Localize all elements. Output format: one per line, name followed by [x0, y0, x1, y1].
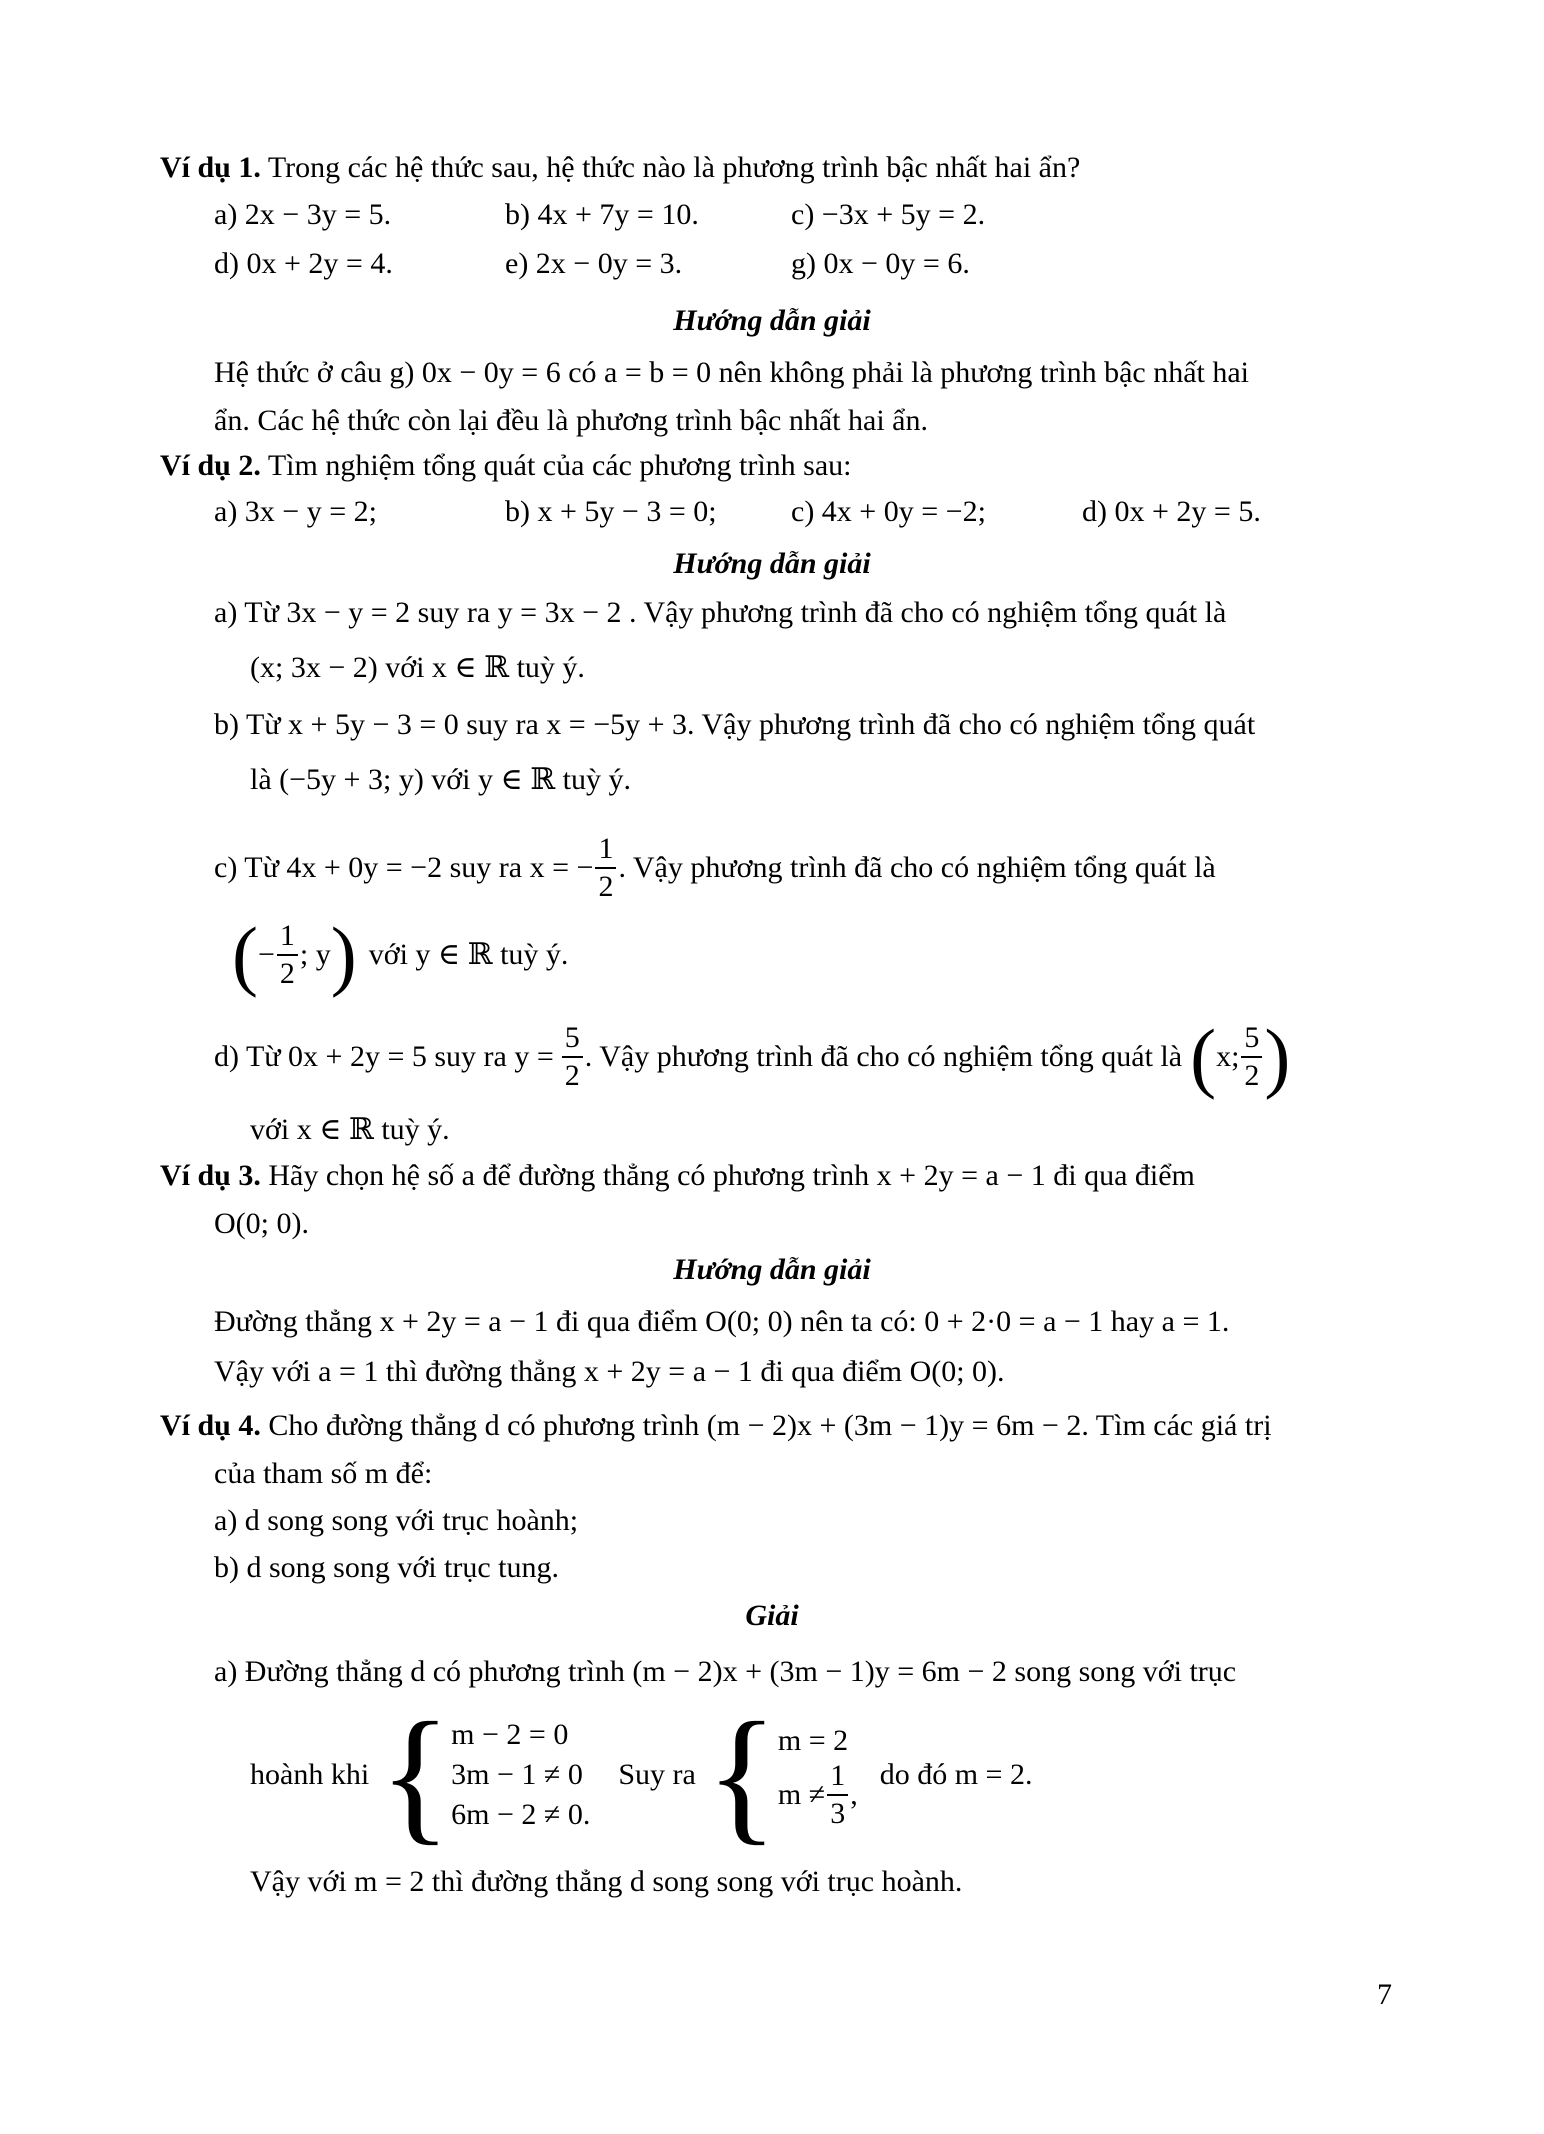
- ex2-c-text2: . Vậy phương trình đã cho có nghiệm tổng quát là: [618, 851, 1216, 884]
- page-number: 7: [1377, 1978, 1392, 2011]
- ex4-question-b: b) d song song với trục tung.: [214, 1551, 560, 1584]
- ex4-question-line2: của tham số m để:: [214, 1457, 433, 1490]
- ex2-d-text2: . Vậy phương trình đã cho có nghiệm tổng quát là: [584, 1040, 1183, 1073]
- ex4-solution-line1: a) Đường thẳng d có phương trình (m − 2)x + (3m − 1)y = 6m − 2 song song với trục: [214, 1655, 1237, 1688]
- ex1-option-g: g) 0x − 0y = 6.: [791, 247, 970, 280]
- ex2-d-frac-num: 5: [562, 1023, 583, 1058]
- ex4-system2-eq1: m = 2: [777, 1724, 849, 1757]
- ex2-option-c: c) 4x + 0y = −2;: [791, 495, 986, 528]
- ex2-label: Ví dụ 2.: [160, 449, 261, 482]
- ex2-question: Tìm nghiệm tổng quát của các phương trình sau:: [267, 449, 852, 482]
- ex4-system1-eq3: 6m − 2 ≠ 0.: [451, 1798, 591, 1831]
- ex2-c-domain: với y ∈ ℝ tuỳ ý.: [368, 938, 569, 971]
- ex2-a-line2: (x; 3x − 2) với x ∈ ℝ tuỳ ý.: [250, 651, 585, 684]
- ex3-solution-line2: Vậy với a = 1 thì đường thẳng x + 2y = a − 1 đi qua điểm O(0; 0).: [214, 1355, 1005, 1388]
- ex1-question: Trong các hệ thức sau, hệ thức nào là phương trình bậc nhất hai ẩn?: [267, 151, 1081, 184]
- ex2-a-line1: a) Từ 3x − y = 2 suy ra y = 3x − 2 . Vậy phương trình đã cho có nghiệm tổng quát là: [214, 596, 1227, 629]
- ex2-d2-fraction: [1241, 1023, 1262, 1091]
- ex4-system1-eq1: m − 2 = 0: [451, 1718, 569, 1751]
- ex4-system2-frac-num: 1: [827, 1761, 848, 1796]
- ex4-question-line1: [160, 1408, 1272, 1444]
- ex1-question-line: [160, 150, 1080, 186]
- ex3-question-line2: O(0; 0).: [214, 1207, 309, 1240]
- ex2-d2-frac-num: 5: [1241, 1023, 1262, 1058]
- ex2-d-fraction: [562, 1023, 583, 1091]
- ex2-d-right-paren: ): [1264, 1013, 1291, 1100]
- ex2-d-frac-den: 2: [564, 1059, 580, 1092]
- ex2-c-line1: [214, 828, 1216, 908]
- ex3-heading: Hướng dẫn giải: [673, 1253, 871, 1286]
- ex4-system1-eq2: 3m − 1 ≠ 0: [451, 1758, 583, 1791]
- ex3-question-line1: [160, 1158, 1195, 1194]
- ex2-c-frac-num: 1: [595, 834, 616, 869]
- ex4-question-a: a) d song song với trục hoành;: [214, 1504, 579, 1537]
- ex1-option-d: d) 0x + 2y = 4.: [214, 247, 393, 280]
- ex1-option-b: b) 4x + 7y = 10.: [505, 198, 699, 231]
- ex2-c-fraction: [595, 834, 616, 902]
- ex4-heading: Giải: [745, 1599, 799, 1632]
- ex1-option-a: a) 2x − 3y = 5.: [214, 198, 392, 231]
- ex4-hoanh-khi: hoành khi: [250, 1758, 370, 1791]
- ex4-question: Cho đường thẳng d có phương trình (m − 2)x + (3m − 1)y = 6m − 2. Tìm các giá trị: [268, 1409, 1272, 1442]
- ex2-c2-frac-den: 2: [279, 957, 295, 990]
- ex2-d2-frac-den: 2: [1244, 1059, 1260, 1092]
- ex4-system2-brace: {: [705, 1692, 778, 1858]
- ex2-b-line1: b) Từ x + 5y − 3 = 0 suy ra x = −5y + 3. Vậy phương trình đã cho có nghiệm tổng quát: [214, 708, 1256, 741]
- ex3-question: Hãy chọn hệ số a để đường thẳng có phương trình x + 2y = a − 1 đi qua điểm: [268, 1159, 1195, 1192]
- ex1-option-e: e) 2x − 0y = 3.: [505, 247, 683, 280]
- ex3-solution-line1: Đường thẳng x + 2y = a − 1 đi qua điểm O(0; 0) nên ta có: 0 + 2·0 = a − 1 hay a = 1.: [214, 1305, 1230, 1338]
- ex2-option-b: b) x + 5y − 3 = 0;: [505, 495, 717, 528]
- ex4-solution-line2: [250, 1692, 1033, 1858]
- ex2-question-line: [160, 448, 852, 484]
- ex4-system1-brace: {: [379, 1692, 452, 1858]
- ex2-c-line2: [232, 910, 568, 1000]
- ex2-option-d: d) 0x + 2y = 5.: [1082, 495, 1261, 528]
- ex4-system2-comma: ,: [850, 1778, 858, 1811]
- ex2-d-text1: d) Từ 0x + 2y = 5 suy ra y =: [214, 1040, 554, 1073]
- ex2-heading: Hướng dẫn giải: [673, 547, 871, 580]
- ex2-c-text1: c) Từ 4x + 0y = −2 suy ra x = −: [214, 851, 594, 884]
- ex2-c-frac-den: 2: [598, 870, 614, 903]
- ex1-heading: Hướng dẫn giải: [673, 304, 871, 337]
- ex1-solution-line2: ẩn. Các hệ thức còn lại đều là phương trình bậc nhất hai ẩn.: [214, 404, 928, 437]
- ex4-system2-fraction: [827, 1761, 848, 1829]
- ex2-c-y: ; y: [299, 938, 331, 971]
- ex2-c2-frac-num: 1: [277, 921, 298, 956]
- ex4-system2: [778, 1721, 858, 1829]
- ex4-system1: [451, 1715, 590, 1835]
- ex2-d-x: x;: [1216, 1040, 1240, 1073]
- ex2-c-right-paren: ): [330, 911, 357, 998]
- ex2-d-line2: với x ∈ ℝ tuỳ ý.: [250, 1113, 450, 1146]
- ex1-solution-line1: Hệ thức ở câu g) 0x − 0y = 6 có a = b = 0 nên không phải là phương trình bậc nhất hai: [214, 356, 1250, 389]
- ex2-c-minus: −: [257, 938, 275, 971]
- ex2-c-left-paren: (: [232, 911, 258, 998]
- ex3-label: Ví dụ 3.: [160, 1159, 261, 1192]
- ex2-d-left-paren: (: [1190, 1013, 1217, 1100]
- ex2-c2-fraction: [277, 921, 298, 989]
- ex2-b-line2: là (−5y + 3; y) với y ∈ ℝ tuỳ ý.: [250, 763, 631, 796]
- ex4-suy-ra: Suy ra: [618, 1758, 696, 1791]
- ex2-d-line1: [214, 1012, 1290, 1102]
- ex2-option-a: a) 3x − y = 2;: [214, 495, 377, 528]
- ex1-label: Ví dụ 1.: [160, 151, 261, 184]
- ex4-label: Ví dụ 4.: [160, 1409, 261, 1442]
- ex4-system2-neq: m ≠: [777, 1778, 826, 1811]
- ex4-system2-eq2: [778, 1761, 858, 1829]
- ex1-option-c: c) −3x + 5y = 2.: [791, 198, 986, 231]
- ex4-conclusion-inline: do đó m = 2.: [879, 1758, 1033, 1791]
- ex4-system2-frac-den: 3: [830, 1797, 846, 1830]
- ex4-solution-line3: Vậy với m = 2 thì đường thẳng d song song với trục hoành.: [250, 1865, 963, 1898]
